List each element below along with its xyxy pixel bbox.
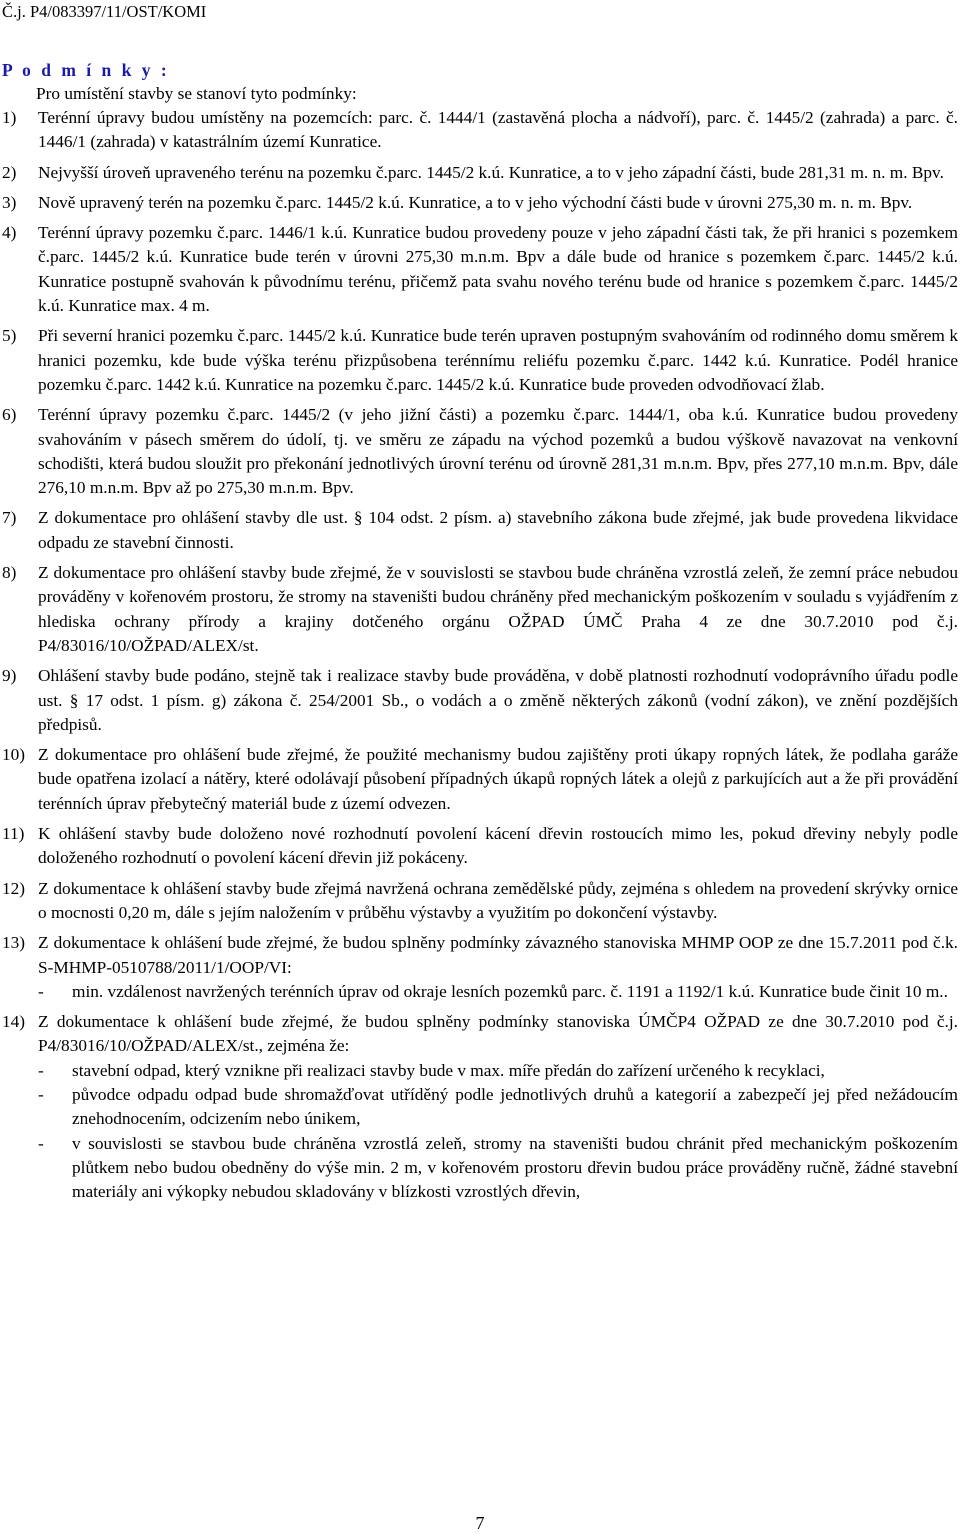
sub-condition [38,1132,958,1205]
condition-text: Nově upravený terén na pozemku č.parc. 1445/2 k.ú. Kunratice, a to v jeho východní části bude v úrovni 275,30 m. n. m. Bpv. [38,192,913,212]
condition-text: Z dokumentace k ohlášení bude zřejmé, že budou splněny podmínky stanoviska ÚMČP4 OŽPAD ze dne 30.7.2010 pod č.j. P4/83016/10/OŽPAD/ALEX/st., zejména že: [38,1012,958,1056]
dash-bullet: - [38,981,44,1001]
sub-condition-text: původce odpadu odpad bude shromažďovat utříděný podle jednotlivých druhů a kategorií a zabezpečí jej před nežádoucím znehodnocením, odcizením nebo únikem, [72,1084,958,1129]
sub-condition [38,980,958,1004]
condition-number: 11) [2,824,25,844]
sub-condition [38,1059,958,1083]
condition-text: Při severní hranici pozemku č.parc. 1445/2 k.ú. Kunratice bude terén upraven postupným svahováním od rodinného domu směrem k hranici pozemku, kde bude výška terénu přizpůsobena terénnímu reliéfu pozemku č.parc. 1442 k.ú. Kunratice. Podél hranice pozemku č.parc. 1442 k.ú. Kunratice na pozemku č.parc. 1445/2 k.ú. Kunratice bude proveden odvodňovací žlab. [38,326,958,394]
condition-item [2,161,958,185]
condition-text: Z dokumentace k ohlášení bude zřejmé, že budou splněny podmínky závazného stanoviska MHMP OOP ze dne 15.7.2011 pod č.k. S-MHMP-0510788/2011/1/OOP/VI: [38,933,958,977]
document-reference: Č.j. P4/083397/11/OST/KOMI [2,2,207,21]
intro-text: Pro umístění stavby se stanoví tyto podmínky: [36,84,357,103]
conditions-list [2,106,958,1210]
condition-item [2,561,958,658]
condition-number: 13) [2,933,26,953]
condition-text: Z dokumentace k ohlášení stavby bude zřejmá navržená ochrana zemědělské půdy, zejména s ohledem na provedení skrývky ornice o mocnosti 0,20 m, dále s jejím naložením v průběhu výstavby a využitím po dokončení výstavby. [38,878,958,922]
condition-item [2,877,958,926]
condition-number: 1) [2,108,17,127]
dash-bullet: - [38,1133,44,1153]
condition-item [2,743,958,816]
sub-condition-text: min. vzdálenost navržených terénních úprav od okraje lesních pozemků parc. č. 1191 a 1192/1 k.ú. Kunratice bude činit 10 m.. [72,981,948,1001]
condition-text: K ohlášení stavby bude doloženo nové rozhodnutí povolení kácení dřevin rostoucích mimo les, pokud dřeviny nebyly podle doloženého rozhodnutí o povolení kácení dřevin již pokáceny. [38,824,958,868]
condition-item [2,506,958,555]
sub-condition [38,1083,958,1132]
condition-number: 5) [2,326,17,346]
condition-number: 10) [2,745,26,765]
dash-bullet: - [38,1060,44,1080]
condition-number: 4) [2,223,17,243]
condition-text: Z dokumentace pro ohlášení bude zřejmé, že použité mechanismy budou zajištěny proti úkapy ropných látek, že podlaha garáže bude opatřena izolací a nátěry, které odolávají působení případných úkapů ropných látek a olejů z parkujících aut a že při provádění terénních úprav přebytečný materiál bude z území odvezen. [38,745,958,813]
condition-number: 8) [2,563,17,583]
condition-number: 9) [2,666,17,686]
section-title: P o d m í n k y : [2,60,170,80]
condition-text: Ohlášení stavby bude podáno, stejně tak i realizace stavby bude prováděna, v době platnosti rozhodnutí vodoprávního úřadu podle ust. § 17 odst. 1 písm. g) zákona č. 254/2001 Sb., o vodách a o změně některých zákonů (vodní zákon), ve znění pozdějších předpisů. [38,666,958,734]
condition-number: 3) [2,192,17,212]
condition-item [2,403,958,500]
condition-text: Terénní úpravy pozemku č.parc. 1445/2 (v jeho jižní části) a pozemku č.parc. 1444/1, oba k.ú. Kunratice budou provedeny svahováním v pásech směrem do údolí, tj. ve směru ze západu na východ pozemků a budou výškově navazovat na venkovní schodišti, která budou sloužit pro překonání jednotlivých úrovní terénu od úrovně 281,31 m.n.m. Bpv, přes 277,10 m.n.m. Bpv, dále 276,10 m.n.m. Bpv až po 275,30 m.n.m. Bpv. [38,405,958,498]
condition-number: 6) [2,405,17,425]
condition-item [2,106,958,155]
condition-item [2,324,958,397]
sub-condition-text: v souvislosti se stavbou bude chráněna vzrostlá zeleň, stromy na staveništi budou chránit před mechanickým poškozením plůtkem nebo budou obedněny do výše min. 2 m, v kořenovém prostoru dřevin budou práce prováděny ručně, žádné stavební materiály ani výkopky nebudou skladovány v blízkosti vzrostlých dřevin, [72,1133,958,1202]
condition-item [2,931,958,1004]
condition-number: 2) [2,162,17,182]
condition-item [2,221,958,318]
condition-text: Z dokumentace pro ohlášení stavby bude zřejmé, že v souvislosti se stavbou bude chráněna vzrostlá zeleň, že zemní práce nebudou prováděny v kořenovém prostoru, že stromy na staveništi budou chráněny před mechanickým poškozením v souladu s vyjádřením z hlediska ochrany přírody a krajiny dotčeného orgánu OŽPAD ÚMČ Praha 4 ze dne 30.7.2010 pod č.j. P4/83016/10/OŽPAD/ALEX/st. [38,563,958,655]
condition-text: Terénní úpravy budou umístěny na pozemcích: parc. č. 1444/1 (zastavěná plocha a nádvoří), parc. č. 1445/2 (zahrada) a parc. č. 1446/1 (zahrada) v katastrálním území Kunratice. [38,108,958,152]
sub-condition-text: stavební odpad, který vznikne při realizaci stavby bude v max. míře předán do zařízení určeného k recyklaci, [72,1060,825,1080]
condition-text: Terénní úpravy pozemku č.parc. 1446/1 k.ú. Kunratice budou provedeny pouze v jeho západní části tak, že při hranici s pozemkem č.parc. 1445/2 k.ú. Kunratice bude terén v úrovni 275,30 m.n.m. Bpv a dále bude od hranice s pozemkem č.parc. 1445/2 k.ú. Kunratice postupně svahován k původnímu terénu, přičemž pata svahu nového terénu bude od hranice s pozemkem č.parc. 1445/2 k.ú. Kunratice max. 4 m. [38,223,958,316]
condition-number: 7) [2,508,17,528]
dash-bullet: - [38,1084,44,1104]
condition-item [2,664,958,737]
condition-text: Z dokumentace pro ohlášení stavby dle ust. § 104 odst. 2 písm. a) stavebního zákona bude zřejmé, jak bude provedena likvidace odpadu ze stavební činnosti. [38,508,958,552]
condition-number: 12) [2,878,26,898]
condition-text: Nejvyšší úroveň upraveného terénu na pozemku č.parc. 1445/2 k.ú. Kunratice, a to v jeho západní části, bude 281,31 m. n. m. Bpv. [38,162,944,182]
condition-item [2,191,958,215]
page-number: 7 [475,1513,485,1533]
condition-item [2,1010,958,1204]
condition-item [2,822,958,871]
condition-number: 14) [2,1012,26,1032]
